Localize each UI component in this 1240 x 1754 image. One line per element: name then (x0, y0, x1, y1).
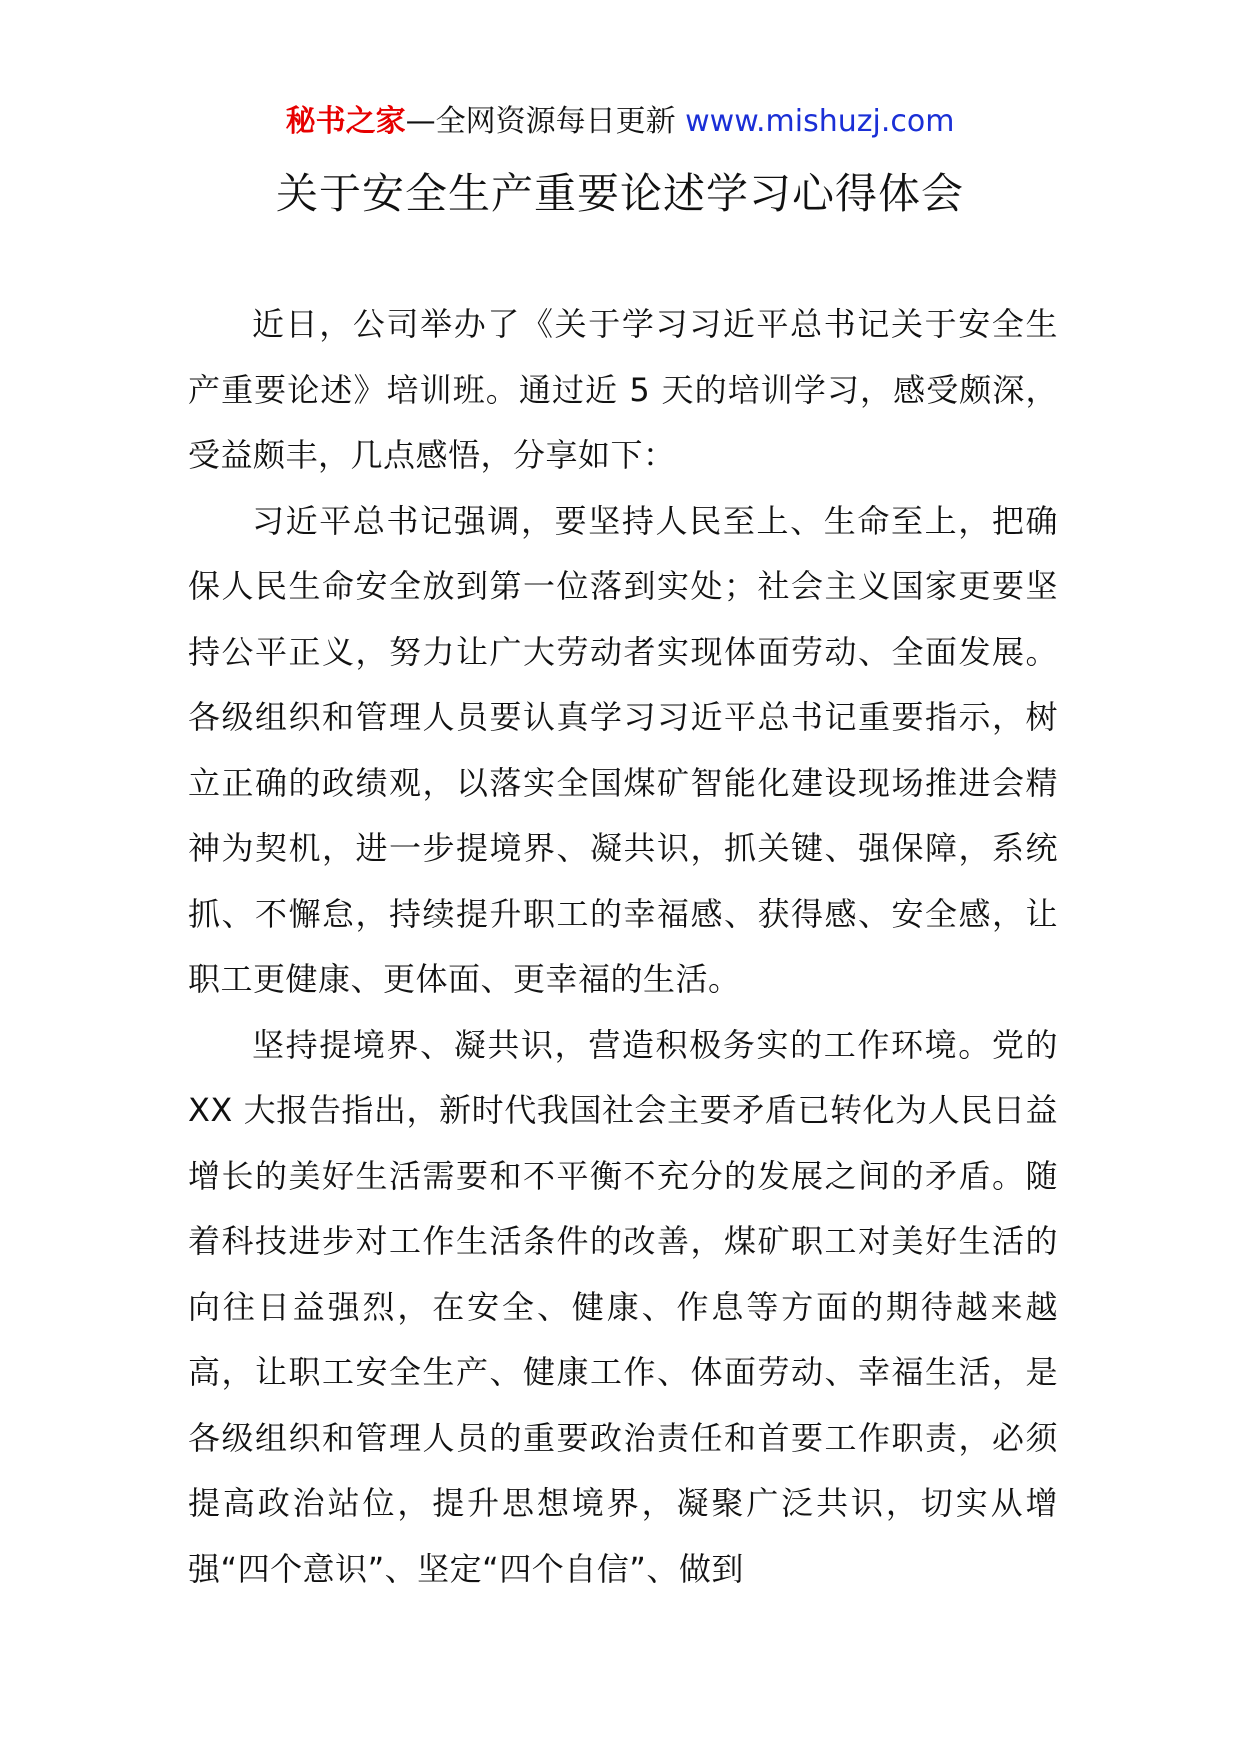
paragraph-instruction: 习近平总书记强调，要坚持人民至上、生命至上，把确保人民生命安全放到第一位落到实处；社会主义国家更要坚持公平正义，努力让广大劳动者实现体面劳动、全面发展。各级组织和管理人员要认真学习习近平总书记重要指示，树立正确的政绩观，以落实全国煤矿智能化建设现场推进会精神为契机，进一步提境界、凝共识，抓关键、强保障，系统抓、不懈怠，持续提升职工的幸福感、获得感、安全感，让职工更健康、更体面、更幸福的生活。 (188, 501, 1058, 998)
header-slogan: —全网资源每日更新 (405, 104, 686, 139)
paragraph-intro: 近日，公司举办了《关于学习习近平总书记关于安全生产重要论述》培训班。通过近 5 天的培训学习，感受颇深，受益颇丰，几点感悟，分享如下： (188, 305, 1058, 474)
brand-name: 秘书之家 (285, 104, 406, 139)
header-banner (0, 100, 1240, 144)
paragraph-consensus: 坚持提境界、凝共识，营造积极务实的工作环境。党的 XX 大报告指出，新时代我国社会主要矛盾已转化为人民日益增长的美好生活需要和不平衡不充分的发展之间的矛盾。随着科技进步对工作生活条件的改善，煤矿职工对美好生活的向往日益强烈，在安全、健康、作息等方面的期待越来越高，让职工安全生产、健康工作、体面劳动、幸福生活，是各级组织和管理人员的重要政治责任和首要工作职责，必须提高政治站位，提升思想境界，凝聚广泛共识，切实从增强“四个意识”、坚定“四个自信”、做到 (188, 1025, 1058, 1588)
document-title: 关于安全生产重要论述学习心得体会 (275, 169, 964, 218)
site-link[interactable]: www.mishuzj.com (685, 104, 955, 139)
document-body (188, 292, 1058, 1602)
